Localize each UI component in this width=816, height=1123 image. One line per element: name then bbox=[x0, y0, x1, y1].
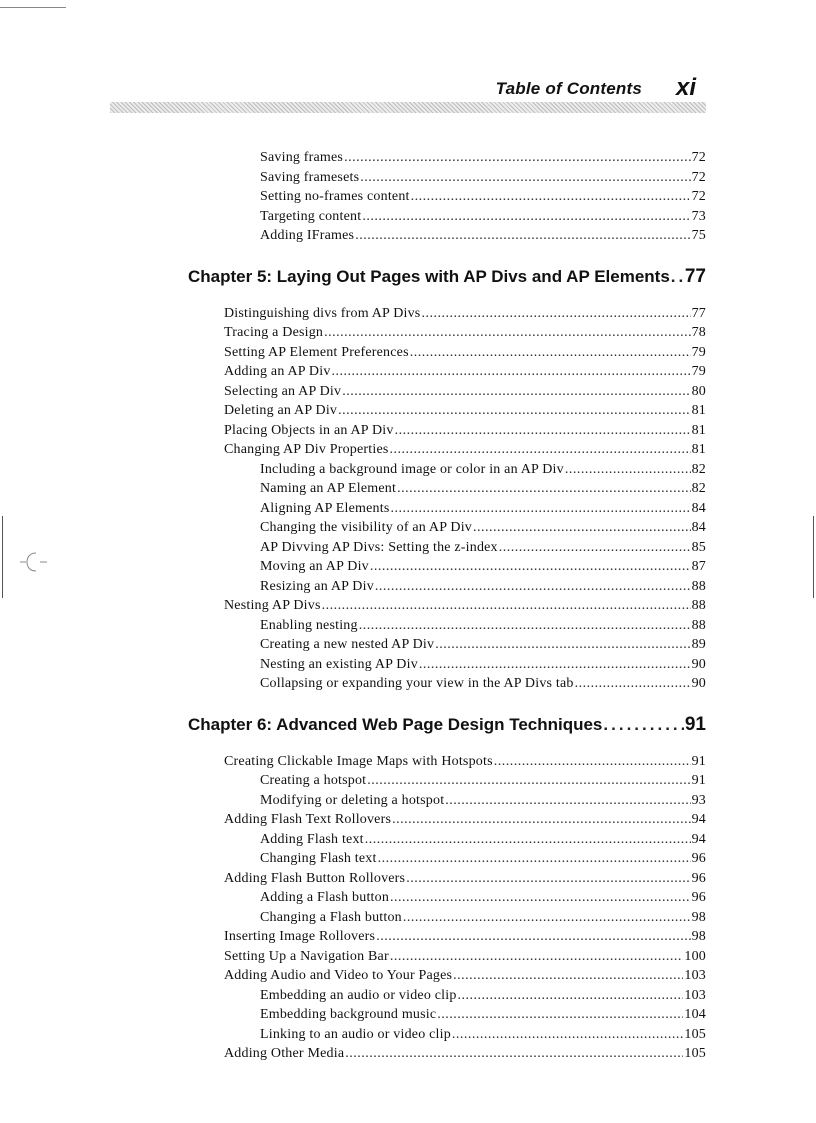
toc-entry-page: 88 bbox=[691, 578, 706, 594]
dot-leader bbox=[437, 1007, 683, 1023]
toc-entry-page: 84 bbox=[691, 520, 706, 535]
dot-leader bbox=[390, 890, 691, 906]
dot-leader bbox=[342, 384, 690, 400]
toc-entry-page: 96 bbox=[691, 851, 706, 866]
toc-entry-page: 77 bbox=[684, 265, 706, 287]
toc-entry-page: 91 bbox=[691, 753, 706, 769]
toc-entry-title: Chapter 6: Advanced Web Page Design Techniques bbox=[188, 714, 603, 734]
toc-entry-title: Creating a hotspot bbox=[260, 773, 367, 788]
toc-entry-title: Setting AP Element Preferences bbox=[224, 344, 409, 360]
header-rule bbox=[110, 102, 706, 113]
dot-leader bbox=[345, 1046, 683, 1062]
dot-leader bbox=[435, 637, 690, 653]
dot-leader bbox=[397, 481, 691, 497]
toc-entry-page: 96 bbox=[691, 870, 706, 886]
toc-entry bbox=[260, 579, 706, 595]
toc-entry-title: Saving frames bbox=[260, 150, 344, 165]
toc-entry bbox=[224, 754, 706, 770]
toc-entry-page: 77 bbox=[691, 305, 706, 321]
toc-entry-title: Deleting an AP Div bbox=[224, 403, 338, 418]
dot-leader bbox=[332, 364, 691, 380]
toc-entry-page: 94 bbox=[691, 831, 706, 847]
toc-entry-page: 81 bbox=[691, 442, 706, 457]
toc-entry bbox=[224, 306, 706, 322]
dot-leader bbox=[452, 1027, 683, 1043]
toc-entry-page: 79 bbox=[691, 344, 706, 360]
toc-entry bbox=[224, 598, 706, 614]
dot-leader bbox=[344, 150, 691, 166]
dot-leader bbox=[458, 988, 684, 1004]
dot-leader bbox=[390, 501, 690, 517]
toc-entry-title: Adding Audio and Video to Your Pages bbox=[224, 968, 453, 983]
dot-leader bbox=[395, 423, 691, 439]
dot-leader bbox=[360, 170, 690, 186]
toc-entry-page: 78 bbox=[691, 325, 706, 340]
toc-entry bbox=[260, 209, 706, 225]
toc-entry-title: Nesting AP Divs bbox=[224, 598, 321, 613]
toc-entry-title: Collapsing or expanding your view in the AP Divs tab bbox=[260, 676, 574, 691]
toc-entry-page: 82 bbox=[691, 461, 706, 477]
toc-entry-title: Changing AP Div Properties bbox=[224, 442, 389, 457]
dot-leader bbox=[406, 871, 690, 887]
toc-entry bbox=[260, 1007, 706, 1023]
toc-entry bbox=[260, 637, 706, 653]
toc-entry-page: 90 bbox=[691, 676, 706, 691]
toc-entry-title: Embedding background music bbox=[260, 1007, 437, 1022]
toc-entry-title: Including a background image or color in an AP Div bbox=[260, 461, 564, 477]
dot-leader bbox=[390, 442, 691, 458]
toc-entry bbox=[260, 676, 706, 692]
toc-chapter-entry bbox=[188, 714, 706, 736]
toc-entry-title: Chapter 5: Laying Out Pages with AP Divs and AP Elements bbox=[188, 266, 670, 286]
running-header-title: Table of Contents bbox=[495, 79, 642, 98]
toc-entry-page: 100 bbox=[684, 948, 706, 964]
toc-entry-title: Selecting an AP Div bbox=[224, 383, 342, 399]
toc-entry-title: Adding IFrames bbox=[260, 228, 355, 243]
toc-entry bbox=[260, 832, 706, 848]
toc-entry-page: 94 bbox=[691, 812, 706, 827]
toc-entry bbox=[260, 773, 706, 789]
dot-leader bbox=[324, 325, 690, 341]
toc-entry bbox=[224, 423, 706, 439]
dot-leader bbox=[355, 228, 690, 244]
toc-entry-title: Adding Flash text bbox=[260, 831, 364, 847]
dot-leader bbox=[370, 559, 691, 575]
toc-entry bbox=[260, 910, 706, 926]
toc-entry bbox=[224, 1046, 706, 1062]
toc-entry-page: 104 bbox=[684, 1007, 706, 1022]
toc-entry-page: 79 bbox=[691, 364, 706, 379]
toc-entry-title: Creating a new nested AP Div bbox=[260, 637, 435, 652]
toc-entry-title: Linking to an audio or video clip bbox=[260, 1026, 451, 1042]
dot-leader bbox=[376, 929, 690, 945]
dot-leader bbox=[392, 812, 690, 828]
toc-entry bbox=[260, 890, 706, 906]
toc-entry bbox=[224, 403, 706, 419]
dot-leader bbox=[494, 754, 691, 770]
toc-entry-page: 85 bbox=[691, 539, 706, 555]
toc-entry bbox=[224, 345, 706, 361]
toc-entry-page: 81 bbox=[691, 422, 706, 438]
dot-leader bbox=[575, 676, 691, 692]
toc-entry-page: 88 bbox=[691, 598, 706, 613]
toc-entry-page: 105 bbox=[684, 1046, 706, 1061]
toc-entry-title: Tracing a Design bbox=[224, 325, 324, 340]
toc-entry-title: Embedding an audio or video clip bbox=[260, 987, 457, 1003]
toc-entry bbox=[224, 384, 706, 400]
toc-entry-title: Adding Other Media bbox=[224, 1046, 345, 1061]
dot-leader bbox=[671, 267, 684, 287]
dot-leader bbox=[411, 189, 691, 205]
toc-entry bbox=[260, 462, 706, 478]
dot-leader bbox=[403, 910, 691, 926]
toc-entry-page: 90 bbox=[691, 656, 706, 672]
dot-leader bbox=[499, 540, 691, 556]
toc-entry-page: 72 bbox=[691, 189, 706, 204]
dot-leader bbox=[365, 832, 691, 848]
toc-entry-page: 93 bbox=[691, 792, 706, 808]
toc-entry bbox=[260, 657, 706, 673]
toc-entry-title: Adding an AP Div bbox=[224, 364, 331, 379]
dot-leader bbox=[362, 209, 690, 225]
right-margin-line bbox=[813, 516, 814, 598]
toc-entry-page: 96 bbox=[691, 890, 706, 905]
toc-entry-page: 98 bbox=[691, 909, 706, 925]
toc-entry-title: Nesting an existing AP Div bbox=[260, 656, 418, 672]
toc-entry-page: 72 bbox=[691, 150, 706, 165]
toc-entry-title: Resizing an AP Div bbox=[260, 578, 374, 594]
toc-entry bbox=[260, 988, 706, 1004]
dot-leader bbox=[322, 598, 691, 614]
toc-entry bbox=[260, 150, 706, 166]
dot-leader bbox=[390, 949, 684, 965]
toc-entry-title: Enabling nesting bbox=[260, 617, 358, 633]
toc-entry bbox=[260, 851, 706, 867]
toc-entry-title: Setting no-frames content bbox=[260, 189, 410, 204]
toc-entry-page: 81 bbox=[691, 403, 706, 418]
toc-entry bbox=[224, 929, 706, 945]
dot-leader bbox=[338, 403, 690, 419]
toc-entry-title: Saving framesets bbox=[260, 169, 360, 185]
dot-leader bbox=[359, 618, 691, 634]
toc-entry bbox=[224, 442, 706, 458]
toc-entry bbox=[224, 968, 706, 984]
toc-entry-title: Adding a Flash button bbox=[260, 890, 390, 905]
toc-entry bbox=[260, 618, 706, 634]
toc-entry-title: Distinguishing divs from AP Divs bbox=[224, 305, 421, 321]
toc-entry-title: Aligning AP Elements bbox=[260, 500, 390, 516]
toc-entry-title: Targeting content bbox=[260, 208, 362, 224]
toc-entry bbox=[224, 812, 706, 828]
toc-entry-title: Modifying or deleting a hotspot bbox=[260, 792, 445, 808]
toc-entry bbox=[260, 559, 706, 575]
dot-leader bbox=[473, 520, 691, 536]
toc-entry-page: 82 bbox=[691, 481, 706, 496]
toc-entry-title: Inserting Image Rollovers bbox=[224, 929, 376, 944]
toc-entry-page: 103 bbox=[684, 968, 706, 983]
toc-entry bbox=[260, 540, 706, 556]
dot-leader bbox=[453, 968, 683, 984]
toc-chapter-entry bbox=[188, 266, 706, 288]
toc-entry bbox=[260, 228, 706, 244]
toc-entry-page: 88 bbox=[691, 617, 706, 633]
left-margin-line bbox=[2, 516, 3, 598]
toc-entry-title: AP Divving AP Divs: Setting the z-index bbox=[260, 539, 498, 555]
dot-leader bbox=[445, 793, 690, 809]
toc-entry-title: Changing a Flash button bbox=[260, 909, 402, 925]
toc-entry-title: Adding Flash Text Rollovers bbox=[224, 812, 392, 827]
toc-entry-page: 103 bbox=[684, 987, 706, 1003]
toc-entry-page: 80 bbox=[691, 383, 706, 399]
toc-entry-title: Changing Flash text bbox=[260, 851, 377, 866]
toc-entry-title: Placing Objects in an AP Div bbox=[224, 422, 394, 438]
toc-entry-page: 105 bbox=[684, 1026, 706, 1042]
toc-entry-title: Changing the visibility of an AP Div bbox=[260, 520, 473, 535]
toc-entry bbox=[224, 871, 706, 887]
toc-entry-title: Adding Flash Button Rollovers bbox=[224, 870, 406, 886]
dot-leader bbox=[378, 851, 691, 867]
dot-leader bbox=[603, 715, 683, 735]
toc-entry-page: 84 bbox=[691, 500, 706, 516]
toc-entry bbox=[224, 325, 706, 341]
dot-leader bbox=[375, 579, 691, 595]
dot-leader bbox=[419, 657, 691, 673]
toc-entry-page: 72 bbox=[691, 169, 706, 185]
toc-entry bbox=[224, 364, 706, 380]
toc-entry-title: Moving an AP Div bbox=[260, 559, 369, 574]
toc-entry bbox=[260, 1027, 706, 1043]
toc-entry bbox=[260, 481, 706, 497]
dot-leader bbox=[421, 306, 690, 322]
dot-leader bbox=[565, 462, 691, 478]
toc-entry-page: 73 bbox=[691, 208, 706, 224]
toc-entry bbox=[260, 170, 706, 186]
dot-leader bbox=[367, 773, 690, 789]
toc-entry-page: 91 bbox=[691, 773, 706, 788]
toc-entry bbox=[224, 949, 706, 965]
toc-entry-title: Naming an AP Element bbox=[260, 481, 397, 496]
registration-mark-icon bbox=[20, 549, 48, 575]
page-number: xi bbox=[676, 74, 697, 101]
toc-entry-page: 98 bbox=[691, 929, 706, 944]
corner-crop-line bbox=[0, 7, 66, 8]
dot-leader bbox=[410, 345, 691, 361]
toc-entry-page: 75 bbox=[691, 228, 706, 243]
toc-entry bbox=[260, 793, 706, 809]
toc-entry-page: 91 bbox=[684, 713, 706, 735]
toc-entry bbox=[260, 189, 706, 205]
toc-entry bbox=[260, 501, 706, 517]
toc-entry-page: 87 bbox=[691, 559, 706, 574]
toc-entry-title: Setting Up a Navigation Bar bbox=[224, 948, 389, 964]
toc-entry bbox=[260, 520, 706, 536]
toc-entry-title: Creating Clickable Image Maps with Hotspots bbox=[224, 753, 493, 769]
toc-entry-page: 89 bbox=[691, 637, 706, 652]
